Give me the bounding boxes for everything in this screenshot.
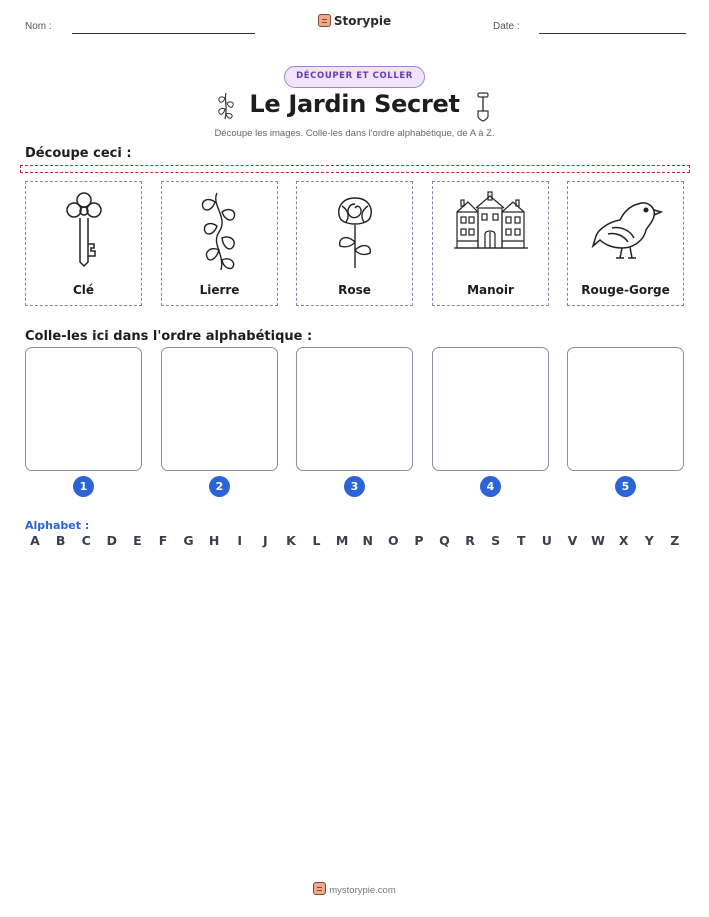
number-badge: 4 bbox=[480, 476, 501, 497]
storypie-logo-icon bbox=[318, 14, 331, 27]
date-line[interactable] bbox=[539, 33, 686, 34]
footer bbox=[0, 882, 709, 896]
alphabet-label: Alphabet : bbox=[25, 519, 90, 532]
alphabet-letter: Q bbox=[439, 533, 450, 548]
alphabet-letter: P bbox=[414, 533, 424, 548]
name-line[interactable] bbox=[72, 33, 255, 34]
footer-site: mystorypie.com bbox=[329, 885, 396, 896]
paste-box-5[interactable] bbox=[567, 347, 684, 471]
number-badge: 3 bbox=[344, 476, 365, 497]
rose-icon bbox=[320, 190, 390, 278]
cut-card-manor[interactable] bbox=[432, 181, 549, 306]
alphabet-letter: D bbox=[106, 533, 117, 548]
alphabet-letter: I bbox=[237, 533, 243, 548]
alphabet-letter: W bbox=[591, 533, 605, 548]
alphabet-letter: X bbox=[618, 533, 629, 548]
alphabet-letter: E bbox=[133, 533, 142, 548]
card-name: Lierre bbox=[199, 283, 240, 297]
card-name: Manoir bbox=[467, 283, 514, 297]
alphabet-letter: M bbox=[335, 533, 349, 548]
card-name: Clé bbox=[72, 283, 95, 297]
cut-line bbox=[20, 165, 690, 173]
number-badge: 2 bbox=[209, 476, 230, 497]
date-label: Date : bbox=[493, 21, 520, 32]
card-name: Rouge-Gorge bbox=[581, 283, 670, 297]
page-title: Le Jardin Secret bbox=[249, 90, 460, 118]
activity-badge: DÉCOUPER ET COLLER bbox=[284, 66, 425, 88]
alphabet-letter: J bbox=[263, 533, 268, 548]
alphabet-letter: U bbox=[541, 533, 552, 548]
alphabet-letter: F bbox=[158, 533, 168, 548]
paste-box-2[interactable] bbox=[161, 347, 278, 471]
cut-card-key[interactable] bbox=[25, 181, 142, 306]
name-label: Nom : bbox=[25, 21, 52, 32]
brand-name: Storypie bbox=[333, 14, 392, 28]
alphabet-letter: S bbox=[491, 533, 501, 548]
alphabet-row bbox=[25, 533, 685, 548]
robin-icon bbox=[590, 190, 666, 278]
storypie-logo-icon bbox=[313, 882, 326, 895]
key-icon bbox=[49, 190, 119, 278]
alphabet-letter: G bbox=[183, 533, 194, 548]
number-badge: 1 bbox=[73, 476, 94, 497]
card-name: Rose bbox=[338, 283, 371, 297]
alphabet-letter: N bbox=[362, 533, 373, 548]
cut-card-ivy[interactable] bbox=[161, 181, 278, 306]
alphabet-letter: Y bbox=[644, 533, 654, 548]
alphabet-letter: K bbox=[286, 533, 296, 548]
cut-card-robin[interactable] bbox=[567, 181, 684, 306]
alphabet-letter: Z bbox=[670, 533, 680, 548]
number-badge: 5 bbox=[615, 476, 636, 497]
alphabet-letter: C bbox=[81, 533, 91, 548]
alphabet-letter: T bbox=[517, 533, 526, 548]
alphabet-letter: L bbox=[312, 533, 321, 548]
cut-section-label: Découpe ceci : bbox=[25, 146, 132, 161]
paste-box-1[interactable] bbox=[25, 347, 142, 471]
cut-card-rose[interactable] bbox=[296, 181, 413, 306]
alphabet-letter: B bbox=[55, 533, 66, 548]
paste-box-4[interactable] bbox=[432, 347, 549, 471]
brand bbox=[0, 14, 709, 28]
paste-box-3[interactable] bbox=[296, 347, 413, 471]
alphabet-letter: R bbox=[465, 533, 475, 548]
instructions: Découpe les images. Colle-les dans l'ordre alphabétique, de A à Z. bbox=[214, 128, 495, 139]
paste-section-label: Colle-les ici dans l'ordre alphabétique : bbox=[25, 329, 313, 344]
ivy-icon bbox=[185, 190, 255, 278]
manor-icon bbox=[454, 190, 528, 278]
alphabet-letter: A bbox=[30, 533, 40, 548]
alphabet-letter: O bbox=[387, 533, 399, 548]
shovel-icon bbox=[474, 92, 492, 122]
alphabet-letter: H bbox=[208, 533, 220, 548]
alphabet-letter: V bbox=[567, 533, 578, 548]
